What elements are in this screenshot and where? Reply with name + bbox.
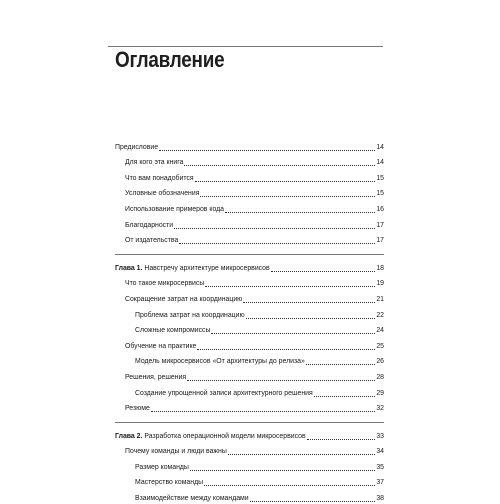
toc-entry-label — [125, 404, 150, 414]
toc-entry[interactable] — [115, 168, 384, 184]
toc-page-number: 14 — [376, 143, 384, 151]
toc-entry[interactable] — [115, 231, 384, 247]
toc-page-number: 34 — [376, 448, 384, 456]
dot-leader — [271, 271, 376, 272]
toc-entry[interactable] — [115, 473, 384, 489]
toc-entry-label — [125, 189, 199, 199]
toc-page-number: 25 — [376, 342, 384, 350]
toc-entry-label — [135, 326, 210, 336]
toc-entry-label — [115, 432, 306, 442]
toc-entry-title: Резюме — [125, 405, 150, 413]
toc-page-number: 24 — [376, 327, 384, 335]
toc-entry[interactable] — [115, 399, 384, 415]
toc-page-number: 18 — [376, 264, 384, 272]
dot-leader — [314, 396, 376, 397]
toc-entry-label — [125, 158, 183, 168]
toc-section — [115, 254, 384, 414]
toc-page-number: 17 — [376, 221, 384, 229]
toc-entry[interactable] — [115, 457, 384, 473]
toc-entry[interactable] — [115, 184, 384, 200]
toc-entry[interactable] — [115, 383, 384, 399]
toc-entry-title: От издательства — [125, 237, 179, 245]
toc-page-number: 26 — [376, 358, 384, 366]
toc-page-number: 15 — [376, 174, 384, 182]
toc-entry[interactable] — [115, 488, 384, 504]
toc-entry-title: Благодарности — [125, 221, 174, 229]
page-title: Оглавление — [115, 47, 225, 72]
dot-leader — [159, 150, 375, 151]
toc-entry[interactable] — [115, 258, 384, 274]
toc-section — [115, 137, 384, 246]
toc-entry-title: Что такое микросервисы — [125, 280, 205, 288]
dot-leader — [197, 349, 375, 350]
toc-entry-label — [135, 357, 305, 367]
toc-page-number: 16 — [376, 205, 384, 213]
dot-leader — [187, 380, 375, 381]
toc-entry[interactable] — [115, 442, 384, 458]
dot-leader — [246, 318, 376, 319]
toc-entry[interactable] — [115, 352, 384, 368]
toc-entry-label — [115, 143, 158, 153]
chapter-number: Глава 1. — [115, 264, 143, 272]
chapter-number: Глава 2. — [115, 432, 143, 440]
dot-leader — [174, 228, 375, 229]
toc-entry[interactable] — [115, 153, 384, 169]
toc-entry-title: Сложные компромиссы — [135, 327, 211, 335]
toc-page-number: 37 — [376, 479, 384, 487]
toc-entry-title: Мастерство команды — [135, 479, 204, 487]
toc-page-number: 32 — [376, 405, 384, 413]
toc-entry-title: Проблема затрат на координацию — [135, 311, 245, 319]
dot-leader — [211, 333, 375, 334]
toc-entry-label — [125, 447, 227, 457]
toc-entry-title: Взаимодействие между командами — [135, 495, 249, 503]
dot-leader — [205, 286, 375, 287]
toc-page-number: 14 — [376, 159, 384, 167]
dot-leader — [179, 243, 375, 244]
dot-leader — [151, 411, 376, 412]
toc-entry[interactable] — [115, 289, 384, 305]
toc-entry-title: Обучение на практике — [125, 342, 197, 350]
dot-leader — [243, 302, 375, 303]
toc-entry-label — [115, 264, 270, 274]
toc-entry[interactable] — [115, 305, 384, 321]
toc-entry-label — [135, 478, 203, 488]
toc-entry-title: Предисловие — [115, 143, 159, 151]
toc-page-number: 33 — [376, 432, 384, 440]
toc-entry-label — [135, 389, 313, 399]
toc-page-number: 19 — [376, 280, 384, 288]
toc-entry-label — [135, 494, 249, 504]
toc-entry-label — [125, 236, 178, 246]
toc-entry-title: Для кого эта книга — [125, 159, 184, 167]
toc-entry[interactable] — [115, 274, 384, 290]
toc-page-number: 21 — [376, 295, 384, 303]
toc-entry-label — [125, 373, 186, 383]
toc-entry-title: Сокращение затрат на координацию — [125, 295, 243, 303]
toc-page-number: 29 — [376, 389, 384, 397]
toc-entry[interactable] — [115, 137, 384, 153]
toc-entry[interactable] — [115, 321, 384, 337]
dot-leader — [307, 439, 376, 440]
toc-entry-title: Условные обозначения — [125, 190, 200, 198]
toc-entry-label — [125, 279, 204, 289]
dot-leader — [306, 364, 376, 365]
toc-entry-label — [135, 463, 189, 473]
toc-entry-title: Почему команды и люди важны — [125, 448, 227, 456]
toc-entry-label — [125, 221, 173, 231]
toc-entry-title: Решения, решения — [125, 373, 187, 381]
toc-entry-title: Разработка операционной модели микросервисов — [142, 432, 306, 440]
toc-page-number: 15 — [376, 190, 384, 198]
toc-entry-label — [125, 295, 242, 305]
toc-entry[interactable] — [115, 215, 384, 231]
toc-entry-label — [125, 205, 224, 215]
toc-entry[interactable] — [115, 426, 384, 442]
dot-leader — [225, 212, 375, 213]
toc-page-number: 38 — [376, 495, 384, 503]
toc-page-number: 17 — [376, 237, 384, 245]
toc-page-number: 28 — [376, 373, 384, 381]
toc-entry-title: Что вам понадобится — [125, 174, 194, 182]
dot-leader — [204, 485, 375, 486]
toc-entry-title: Создание упрощенной записи архитектурного решения — [135, 389, 313, 397]
toc-entry-label — [125, 174, 194, 184]
toc-page-number: 22 — [376, 311, 384, 319]
dot-leader — [195, 181, 376, 182]
toc-entry-title: Модель микросервисов «От архитектуры до релиза» — [135, 358, 305, 366]
toc-section — [115, 422, 384, 504]
dot-leader — [200, 196, 375, 197]
table-of-contents — [115, 137, 384, 504]
toc-entry-title: Размер команды — [135, 463, 189, 471]
toc-entry[interactable] — [115, 367, 384, 383]
toc-entry[interactable] — [115, 199, 384, 215]
dot-leader — [250, 501, 376, 502]
toc-entry-title: Использование примеров кода — [125, 205, 224, 213]
toc-entry[interactable] — [115, 336, 384, 352]
dot-leader — [184, 165, 375, 166]
dot-leader — [190, 470, 375, 471]
dot-leader — [228, 454, 376, 455]
toc-page-number: 35 — [376, 463, 384, 471]
toc-entry-title: Навстречу архитектуре микросервисов — [142, 264, 270, 272]
toc-entry-label — [125, 342, 196, 352]
toc-entry-label — [135, 311, 245, 321]
